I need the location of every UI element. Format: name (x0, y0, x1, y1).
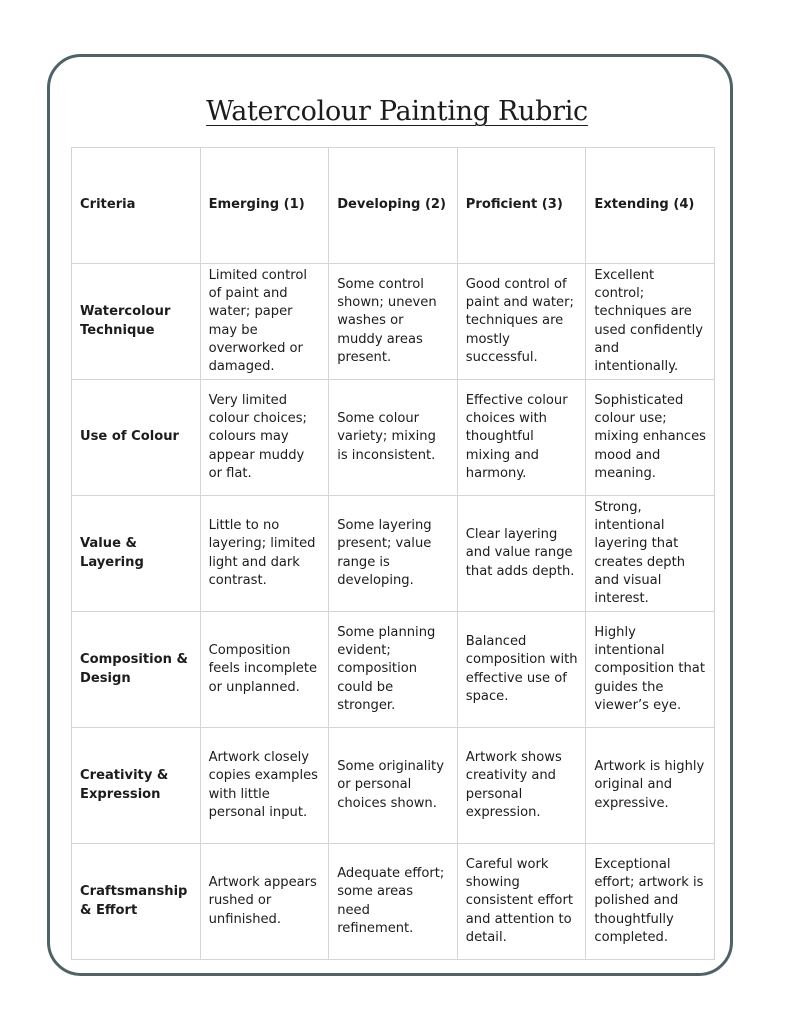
table-cell: Artwork shows creativity and personal expression. (457, 728, 586, 844)
table-cell: Artwork is highly original and expressive. (586, 728, 715, 844)
table-row (72, 380, 715, 496)
table-cell: Clear layering and value range that adds depth. (457, 496, 586, 612)
table-row (72, 264, 715, 380)
table-cell: Very limited colour choices; colours may appear muddy or flat. (200, 380, 329, 496)
column-header-criteria: Criteria (72, 148, 201, 264)
table-cell: Exceptional effort; artwork is polished and thoughtfully completed. (586, 844, 715, 960)
column-header-proficient: Proficient (3) (457, 148, 586, 264)
criteria-cell: Craftsmanship & Effort (72, 844, 201, 960)
table-row (72, 844, 715, 960)
table-cell: Limited control of paint and water; paper may be overworked or damaged. (200, 264, 329, 380)
table-cell: Composition feels incomplete or unplanned. (200, 612, 329, 728)
table-row (72, 728, 715, 844)
page-title: Watercolour Painting Rubric (206, 96, 588, 127)
table-cell: Sophisticated colour use; mixing enhances mood and meaning. (586, 380, 715, 496)
criteria-cell: Value & Layering (72, 496, 201, 612)
table-cell: Some originality or personal choices shown. (329, 728, 458, 844)
table-cell: Adequate effort; some areas need refinement. (329, 844, 458, 960)
table-cell: Excellent control; techniques are used confidently and intentionally. (586, 264, 715, 380)
criteria-cell: Use of Colour (72, 380, 201, 496)
column-header-developing: Developing (2) (329, 148, 458, 264)
table-cell: Balanced composition with effective use of space. (457, 612, 586, 728)
table-cell: Good control of paint and water; techniques are mostly successful. (457, 264, 586, 380)
table-cell: Some control shown; uneven washes or muddy areas present. (329, 264, 458, 380)
table-cell: Careful work showing consistent effort and attention to detail. (457, 844, 586, 960)
criteria-cell: Composition & Design (72, 612, 201, 728)
table-cell: Little to no layering; limited light and dark contrast. (200, 496, 329, 612)
criteria-cell: Creativity & Expression (72, 728, 201, 844)
table-cell: Strong, intentional layering that creates depth and visual interest. (586, 496, 715, 612)
table-cell: Effective colour choices with thoughtful mixing and harmony. (457, 380, 586, 496)
table-header-row (72, 148, 715, 264)
table-cell: Highly intentional composition that guides the viewer’s eye. (586, 612, 715, 728)
table-cell: Some layering present; value range is developing. (329, 496, 458, 612)
table-row (72, 612, 715, 728)
criteria-cell: Watercolour Technique (72, 264, 201, 380)
table-row (72, 496, 715, 612)
table-cell: Artwork closely copies examples with little personal input. (200, 728, 329, 844)
table-cell: Some colour variety; mixing is inconsistent. (329, 380, 458, 496)
table-cell: Some planning evident; composition could be stronger. (329, 612, 458, 728)
rubric-table (71, 147, 715, 960)
table-cell: Artwork appears rushed or unfinished. (200, 844, 329, 960)
column-header-emerging: Emerging (1) (200, 148, 329, 264)
column-header-extending: Extending (4) (586, 148, 715, 264)
